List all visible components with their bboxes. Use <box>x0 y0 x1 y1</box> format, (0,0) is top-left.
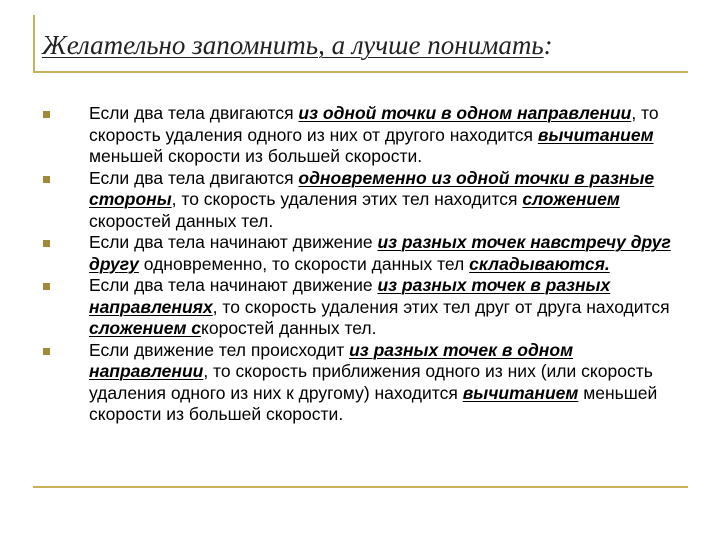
bullet-item <box>42 103 687 168</box>
emphasized-text: из разных точек в одном направлении <box>89 339 574 381</box>
bullet-text: Если два тела двигаются <box>89 103 299 123</box>
square-bullet-icon <box>43 111 50 118</box>
bullet-text: , то скорость удаления этих тел друг от друга находится <box>212 296 670 317</box>
square-bullet-icon <box>43 240 50 247</box>
bullet-text: скоростей данных тел. <box>89 210 274 231</box>
bullet-text: Если движение тел происходит <box>89 339 350 360</box>
bullet-list <box>42 103 687 426</box>
title-accent-vertical-line <box>33 15 35 71</box>
bullet-text: , то скорость приближения одного из них (или скорость удаления одного из них к другому) находится <box>89 361 653 403</box>
bullet-text: одновременно, то скорости данных тел <box>138 253 470 274</box>
bullet-item <box>42 232 687 275</box>
square-bullet-icon <box>43 283 50 290</box>
bullet-text: , то скорость удаления одного из них от другого находится <box>89 103 659 145</box>
slide-title-text: Желательно запомнить, а лучше понимать <box>42 30 544 60</box>
emphasized-text: складываются. <box>469 253 610 274</box>
bullet-text: меньшей скорости из большей скорости. <box>89 382 658 424</box>
emphasized-text: из разных точек в разных направлениях <box>89 275 611 317</box>
emphasized-text: сложением <box>522 189 620 209</box>
square-bullet-icon <box>43 176 50 183</box>
emphasized-text: вычитанием <box>462 382 579 403</box>
bullet-text: Если два тела начинают движение <box>89 275 378 295</box>
emphasized-text: из одной точки в одном направлении <box>298 103 632 123</box>
emphasized-text: сложением с <box>89 318 201 338</box>
bullet-text: коростей данных тел. <box>201 318 377 338</box>
bullet-text: Если два тела двигаются <box>89 167 299 188</box>
bullet-text: Если два тела начинают движение <box>89 232 378 252</box>
bullet-item <box>42 168 687 233</box>
emphasized-text: из разных точек навстречу друг другу <box>89 232 671 274</box>
slide-title-colon: : <box>543 30 553 60</box>
bullet-text: , то скорость удаления этих тел находится <box>171 189 523 209</box>
emphasized-text: вычитанием <box>537 124 654 145</box>
bullet-item <box>42 275 687 340</box>
slide-title <box>42 28 553 62</box>
emphasized-text: одновременно из одной точки в разные стороны <box>89 167 655 209</box>
bottom-rule <box>33 486 688 488</box>
title-underline-rule <box>33 71 688 73</box>
bullet-item <box>42 340 687 426</box>
square-bullet-icon <box>43 348 50 355</box>
bullet-text: меньшей скорости из большей скорости. <box>89 146 423 166</box>
